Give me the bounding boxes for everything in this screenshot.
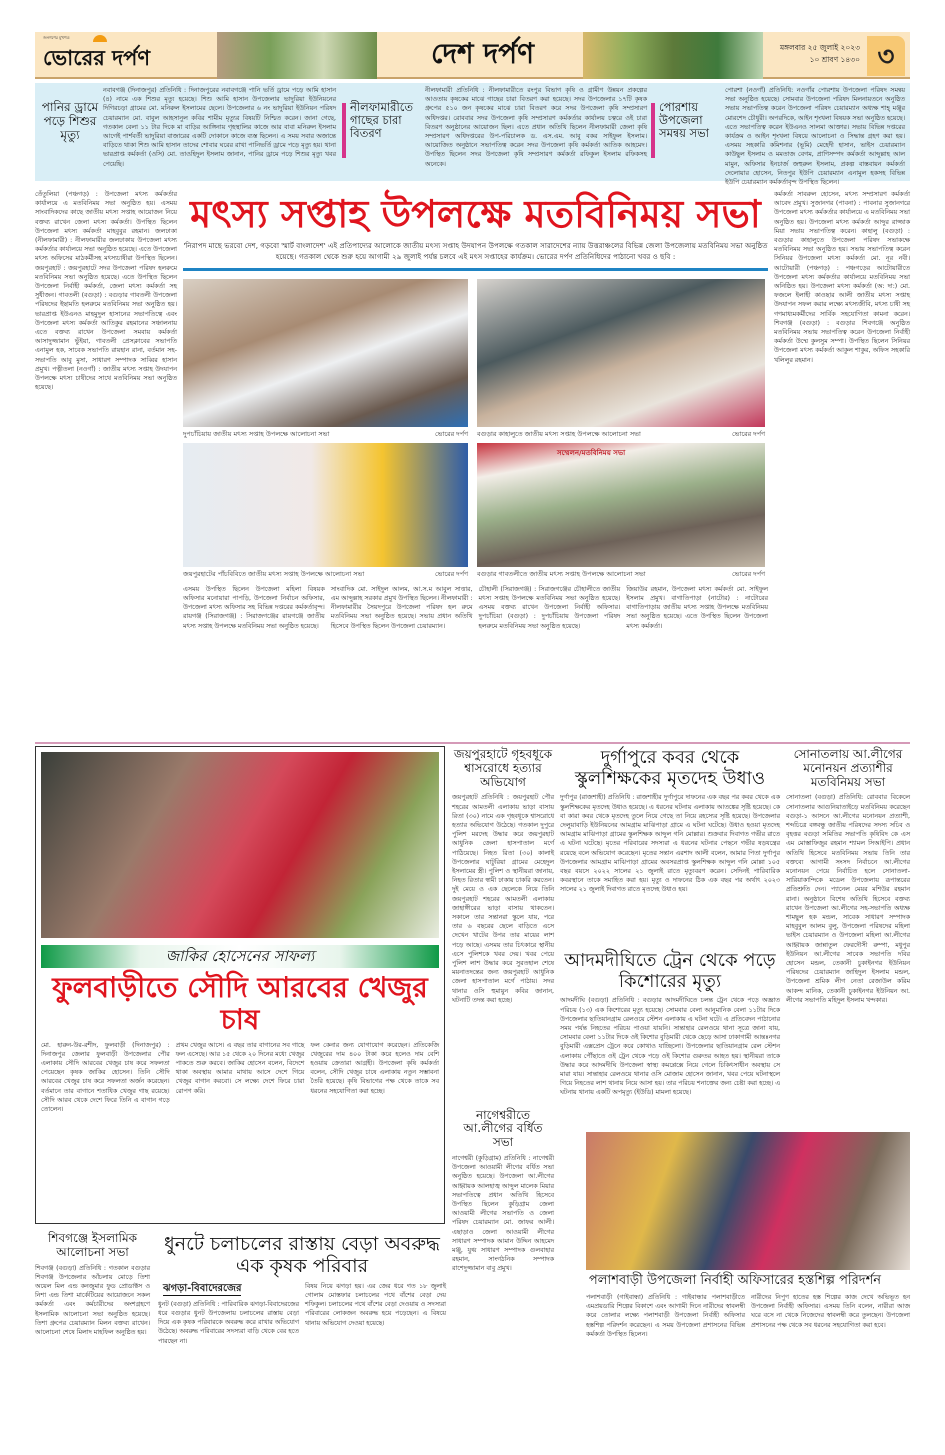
divider xyxy=(342,103,346,158)
joypurhat-body: জয়পুরহাট প্রতিনিধি : জয়পুরহাট পৌর শহরের আমতলী এলাকায় ভাড়া বাসায় রিতা (৩০) নামে এক গৃহবধূকে শ্বাসরোধে হত্যার অভিযোগ উঠেছে। গতকাল দুপুরে পুলিশ মরদেহ উদ্ধার করে জয়পুরহাট আধুনিক জেলা হাসপাতাল মর্গে পাঠিয়েছে। নিহত রিতা (৩০) কালাই উপজেলার ঘাটুরিয়া গ্রামের মেহেদুল ইসলামের স্ত্রী। পুলিশ ও স্থানীয়রা জানায়, নিহত রিতার স্বামী ঢাকায় চাকরি করতেন। দুই মেয়ে ও এক ছেলেকে নিয়ে তিনি জয়পুরহাট শহরের আমতলী এলাকায় জাহাঙ্গীরের ভাড়া বাসায় থাকতেন। সকালে তার সন্তানরা স্কুলে যায়, পরে তার ৬ বছরের ছেলে বাড়িতে এসে দেখেন খাটের উপর তার মায়ের লাশ পড়ে আছে। এসময় তার চিৎকারে স্থানীয় এসে পুলিশকে খবর দেয়। খবর পেয়ে পুলিশ লাশ উদ্ধার করে সুরতহাল শেষে ময়নাতদন্তের জন্য জয়পুরহাট আধুনিক জেলা হাসপাতাল মর্গে পাঠায়। সদর থানার ওসি হুমায়ুন কবির জানান, ঘটনাটি তদন্ত করা হচ্ছে। xyxy=(452,794,554,1004)
dhunat-column: বিষয় নিয়ে ঝগড়া হয়। এর জের ধরে গত ১৮ জুলাই গোলাম মোস্তফার চলাচলের পথে বাঁশের বেড়া দেয় শফিকুল। চলাচলের পথে বাঁশের বেড়া দেওয়ায় ও সদস্যরা পরিবারের লোকজন অবরুদ্ধ হয়ে পড়েছেন। এ বিষয়ে থানায় অভিযোগ দেওয়া হয়েছে। xyxy=(305,1282,446,1327)
dates-story-box xyxy=(35,746,445,1224)
palashbari-headline[interactable]: পলাশবাড়ী উপজেলা নির্বাহী অফিসারের হস্তশিল্প পরিদর্শন xyxy=(588,1273,882,1288)
blue-rule xyxy=(183,268,768,271)
dates-column: প্রথম খেজুর আসে। এ বছর তার বাগানের সব গাছে ফল এসেছে। আর ১৫ থেকে ২০ দিনের মধ্যে খেজুর পাকতে শুরু করবে। জাকির হোসেন বলেন, বিদেশে থাকা অবস্থায় আমার মাথায় আসে দেশে গিয়ে খেজুর বাগান করবো। সে লক্ষ্যে দেশে ফিরে চারা রোপণ করি। xyxy=(175,1041,305,1095)
photo-gabtali xyxy=(477,443,765,567)
sonatala-headline[interactable]: সোনাতলায় আ.লীগের মনোনয়ন প্রত্যাশীর মতবিনিময় সভা xyxy=(793,747,903,789)
photo-caption: জয়পুরহাটের পাঁচবিবিতে জাতীয় মৎস্য সপ্তাহ উপলক্ষে আলোচনা সভা ভোরের দর্পণ xyxy=(183,569,468,578)
shibganj-headline[interactable]: শিবগঞ্জে ইসলামিক আলোচনা সভা xyxy=(47,1231,138,1259)
photo-caption: বগুড়ার কাহালুতে জাতীয় মৎস্য সপ্তাহ উপলক্ষে আলোচনা সভা ভোরের দর্পণ xyxy=(477,429,765,438)
story-body: পোরশা (নওগাঁ) প্রতিনিধি: নওগাঁর পোরশায় উপজেলা পরিষদ সমন্বয় সভা অনুষ্ঠিত হয়েছে। সোমবার উপজেলা পরিষদ মিলনায়তনে অনুষ্ঠিত সভায় সভাপতিত্ব করেন উপজেলা পরিষদ চেয়ারম্যান অধ্যক্ষ শাহ্ মঞ্জুর মোরশেদ চৌধুরী। অপরদিকে, আইন শৃংখলা বিষয়ক সভা অনুষ্ঠিত হয়েছে। এতে সভাপতিত্ব করেন ইউএনও সালমা আক্তার। সভায় বিভিন্ন দপ্তরের কার্যক্রম ও আইন শৃংখলা বিষয়ে আলোচনা ও সিদ্ধান্ত গ্রহণ করা হয়। এসময় সহকারি কমিশনার (ভূমি) মেহেদী হাসান, ভাইস চেয়ারম্যান কাউছুল ইসলাম ও মমতাজ বেগম, প্রাণিসম্পদ কর্মকর্তা আব্দুল্লাহ আল মামুন, অফিসার ইনচার্জ জহুরুল ইসলাম, প্রকল্প বাস্তবায়ন কর্মকর্তা দেলোয়ার হোসেন, নিতপুর ইউপি চেয়ারম্যান এনামুল হকসহ বিভিন্ন ইউপি চেয়ারম্যান কর্মকর্তাবৃন্দ উপস্থিত ছিলেন। xyxy=(725,87,905,187)
lead-intro: 'নিরাপদ মাছে ভরবো দেশ, গড়বো স্মার্ট বাংলাদেশ' এই প্রতিপাদ্যের আলোকে জাতীয় মৎস্য সপ্তাহ উদযাপন উপলক্ষে গতকাল সারাদেশের ন্যায় উত্তরাঞ্চলের বিভিন্ন জেলা উপজেলায় মতবিনিময় সভা অনুষ্ঠিত হয়েছে। গতকাল থেকে শুরু হয়ে আগামী ২৯ জুলাই পর্যন্ত চলবে এই মৎস সপ্তাহের কার্যক্রম। ভোরের দর্পণ প্রতিনিধিদের পাঠানো খবর ও ছবি : xyxy=(183,240,768,261)
story-headline[interactable]: পানির ড্রামে পড়ে শিশুর মৃত্যু xyxy=(41,100,99,142)
logo-tagline: জনগণের মুখপত্র xyxy=(43,35,70,40)
lead-photo-row xyxy=(183,279,768,439)
dates-columns xyxy=(41,1041,439,1218)
lead-headline[interactable]: মৎস্য সপ্তাহ উপলক্ষে মতবিনিময় সভা xyxy=(190,191,761,236)
photo-block xyxy=(183,443,468,579)
kicker-banner xyxy=(41,945,439,968)
header-photo-right xyxy=(583,32,763,79)
kicker-text: জাকির হোসেনের সাফল্য xyxy=(165,947,315,965)
dhunat-kicker: ঝগড়া-বিবাদেরজের xyxy=(163,1282,242,1294)
dates-column: ফল কেনার জন্য যোগাযোগ করেছেন। প্রতিকেজি খেজুরের দাম ৪০০ টাকা করে হলেও দাম বেশি হওয়ায় ক্রেতারা আগ্রহী। উপজেলা কৃষি কর্মকর্তা বলেন, সৌদি খেজুর চাষে এলাকায় নতুন সম্ভাবনা তৈরি হয়েছে। কৃষি বিভাগের পক্ষ থেকে তাকে সব ধরনের সহযোগিতা করা হচ্ছে। xyxy=(310,1041,440,1095)
dates-headline[interactable]: ফুলবাড়ীতে সৌদি আরবের খেজুর চাষ xyxy=(52,971,428,1037)
lead-column: চৌহালী (সিরাজগঞ্জ) : সিরাজগঞ্জের চৌহালীতে জাতীয় মৎস্য সপ্তাহ উপলক্ষে মতবিনিময় সভা অনুষ্ঠিত হয়েছে। এসময় বক্তব্য রাখেন উপজেলা নির্বাহী অফিসার। দুপচাঁচিয়া (বগুড়া) : দুপচাঁচিয়ায় উপজেলা পরিষদ হলরুমে মতবিনিময় সভা অনুষ্ঠিত হয়েছে। xyxy=(478,585,621,630)
divider xyxy=(651,103,655,158)
section-title: দেশ দর্পণ xyxy=(430,37,535,70)
story-body: নবাবগঞ্জ (দিনাজপুর) প্রতিনিধি : দিনাজপুরের নবাবগঞ্জে পানি ভর্তি ড্রামে পড়ে আমি হাসান (৪) নামে এক শিশুর মৃত্যু হয়েছে। শিশু আমি হাসান উপজেলার ভাদুরিয়া ইউনিয়নের দিগিরচড়া গ্রামের মো. মনিরুল ইসলামের ছেলে। উপজেলার ৬ নং ভাদুরিয়া ইউনিয়ন পরিষদ চেয়ারম্যান মো. বাবুল আহসানুল কবির শামীম মৃত্যুর বিষয়টি নিশ্চিত করেন। জানা গেছে, গতকাল বেলা ১১ টার দিকে মা বাড়ির আঙ্গিনায় গৃহস্থালির কাজে আর বাবা মনিরুল ইসলাম আগেই পার্শবর্তী ভাদুরিয়া বাজারের একটি দোকানে কাজে ব্যস্ত ছিলেন। এ সময় সবার অজান্তে বাড়িতে থাকা শিশু আমি হাসান তাদের শোবার ঘরের রাখা পানিভর্তি ড্রামে পড়ে মৃত্যু হয়। থানা ভারপ্রাপ্ত কর্মকর্তা (ওসি) মো. তাওহিদুল ইসলাম জানান, পানির ড্রামে পড়ে শিশুর মৃত্যু খবর পেয়েছি। xyxy=(103,87,336,168)
lead-column: জিয়াউর রহমান, উপজেলা মৎস্য কর্মকর্তা মো. সাইফুল ইসলাম প্রমুখ। বাগাতিপাড়া (নাটোর) : নাটোরের বাগাতিপাড়ায় জাতীয় মৎস্য সপ্তাহ উপলক্ষে মতবিনিময় সভা অনুষ্ঠিত হয়েছে। এতে উপস্থিত ছিলেন উপজেলা মৎস্য কর্মকর্তা। xyxy=(626,585,768,630)
page-number: ৩ xyxy=(867,36,905,76)
lead-bottom-columns xyxy=(183,585,768,738)
lead-column: এসময় উপস্থিত ছিলেন উপজেলা মহিলা বিষয়ক অফিসার মনোয়ারা পাপড়ি, উপজেলা নির্বাচন অফিসার, উপজেলা মৎস্য অফিসার সহ বিভিন্ন দপ্তরের কর্মকর্তাবৃন্দ। রায়গঞ্জ (সিরাজগঞ্জ) : সিরাজগঞ্জের রায়গঞ্জে জাতীয় মৎস্য সপ্তাহ উপলক্ষে মতবিনিময় সভা অনুষ্ঠিত হয়েছে। xyxy=(183,585,325,630)
photo-block xyxy=(477,279,765,439)
lead-story xyxy=(183,192,768,738)
photo-handicraft xyxy=(586,1132,910,1270)
sonatala-story xyxy=(786,748,910,1128)
sonatala-body: সোনাতলা (বগুড়া) প্রতিনিধি: রোববার বিকেলে সোনাতলার আগুনিয়াতাইড়ে মতবিনিময় করেছেন বগুড়া-১ আসনে আ.লীগের মনোনয়ন প্রত্যাশী, শব্দচিত্রে বঙ্গবন্ধু জাতীয় পরিষদের সদস্য সচিব ও বৃহত্তর বগুড়া সমিতির সভাপতি কৃষিবিদ কে এস এম মোস্তাফিজুর রহমান শ্যামল সিআইপি। প্রধান অতিথি হিসেবে মতবিনিময় সভায় তিনি তার বক্তব্যে আগামী সংসদ নির্বাচনে আ.লীগের মনোনয়ন পেয়ে নির্বাচিত হলে সোনাতলা-সারিয়াকান্দিকে মডেল উপজেলায় রূপান্তরের প্রতিশ্রুতি দেন। প্যানেল মেয়র মশিউর রহমান রানা। অনুষ্ঠানে বিশেষ অতিথি হিসেবে বক্তব্য রাখেন উপজেলা আ.লীগের সহ-সভাপতি অধ্যক্ষ শামছুল হক মন্ডল, সাবেক সাধারণ সম্পাদক মাহবুবুল আলম বুলু, উপজেলা পরিষদের মহিলা ভাইস চেয়ারম্যান ও উপজেলা মহিলা আ.লীগের আহ্বায়ক জান্নাতুল ফেরদৌসী রুম্পা, মধুপুর ইউনিয়ন আ.লীগের সাবেক সভাপতি দবির হোসেন মন্ডল, তেকানী চুকাইনগর ইউনিয়ন পরিষদের চেয়ারম্যান জাহিদুল ইসলাম মন্ডল, উপজেলা শ্রমিক লীগ নেতা রেজাউল করিম আকন্দ মানিক, তেকানী চুকাইনগর ইউনিয়ন আ. লীগের সভাপতি মহিদুল ইসলাম খন্দকার। xyxy=(786,794,910,1004)
masthead xyxy=(35,32,910,79)
lead-column: সাংবাদিক মো. সাইদুল আলম, আ.স.ম আবুল সাত্তার, এম আব্দুল্লাহ সরকার প্রমুখ উপস্থিত ছিলেন। নীলফামারী : নীলফামারীর সৈয়দপুরে উপজেলা পরিষদ হল রুমে মতবিনিময় সভা অনুষ্ঠিত হয়েছে। সভায় প্রধান অতিথি হিসেবে উপস্থিত ছিলেন উপজেলা চেয়ারম্যান। xyxy=(330,585,473,630)
photo-block xyxy=(183,279,468,439)
durgapur-body: দুর্গাপুর (রাজশাহী) প্রতিনিধি : রাজশাহীর দুর্গাপুরে দাফনের এক বছর পর কবর থেকে এক স্কুলশিক্ষকের মৃতদেহ উধাও হয়েছে। এ ধরনের ঘটনায় এলাকায় আতঙ্কের সৃষ্টি হয়েছে। কে বা কারা কবর থেকে মৃতদেহ তুলে নিয়ে গেছে তা নিয়ে রহস্যের সৃষ্টি হয়েছে। উপজেলার দেলুয়াবাড়ি ইউনিয়নের আমগ্রাম মাঝিপাড়া গ্রামে এ ঘটনা ঘটেছে। উধাও হওয়া মৃতদেহ আমগ্রাম মাঝিপাড়া গ্রামের স্কুলশিক্ষক আব্দুল গনি মোল্লার। শুক্রবার দিবাগত গভীর রাতে এ ঘটনা ঘটেছে। মৃতের পরিবারের সদস্যরা এ ধরনের ঘটনার পেছনে গভীর ষড়যন্ত্রের রয়েছে বলে অভিযোগ করেছেন। মৃতের সন্তান এরশাদ আলী বলেন, আমার পিতা দুর্গাপুর উপজেলার আমগ্রাম মাঝিপাড়া গ্রামের অবসরপ্রাপ্ত স্কুলশিক্ষক আব্দুল গনি মোল্লা ১০৫ বছর বয়সে ২০২২ সালের ২১ জুলাই রাতে মৃত্যুবরণ করেন। সেদিনই পারিবারিক কবরস্থানে তাকে সমাহিত করা হয়। মৃত্যু ও দাফনের ঠিক এক বছর পর অর্থাৎ ২০২৩ সালের ২১ জুলাই দিবাগত রাতে মৃতদেহ উধাও হয়। xyxy=(560,794,780,894)
palashbari-column: পলাশবাড়ী (গাইবান্ধা) প্রতিনিধি : গাইবান্ধার পলাশবাড়ীতে এমপ্রয়ডারি শিল্পের বিকাশে এবং আগামী দিনে নারীদের স্বাবলম্বী করে তোলার লক্ষ্যে পলাশবাড়ী উপজেলা নির্বাহী অফিসার হস্তশিল্প পরিদর্শন করেছেন। এ সময় উপজেলা প্রশাসনের বিভিন্ন কর্মকর্তা উপস্থিত ছিলেন। xyxy=(586,1293,745,1338)
photo-kahalu xyxy=(477,279,765,427)
dhunat-column: ধুনট (বগুড়া) প্রতিনিধি : পারিবারিক ঝগড়া-বিবাদেরজের ধরে বগুড়ার ধুনট উপজেলায় চলাচলের রাস্তায় বেড়া দিয়ে এক কৃষক পরিবারকে অবরুদ্ধ করে রাখার অভিযোগ উঠেছে। অবরুদ্ধ পরিবারের সদস্যরা বাড়ি থেকে বের হতে পারছেন না। xyxy=(158,1300,299,1345)
story-headline[interactable]: নীলফামারীতে গাছের চারা বিতরণ xyxy=(350,100,414,141)
photo-panchbibi xyxy=(183,443,468,567)
photo-caption: দুপচাঁচিয়ায় জাতীয় মৎস্য সপ্তাহ উপলক্ষে আলোচনা সভা ভোরের দর্পণ xyxy=(183,429,468,438)
date-bengali: ১০ শ্রাবণ ১৪৩০ xyxy=(809,55,860,64)
lead-photo-row xyxy=(183,443,768,579)
photo-dupchanchia xyxy=(183,279,468,427)
durgapur-headline[interactable]: দুর্গাপুরে কবর থেকে স্কুলশিক্ষকের মৃতদেহ উধাও xyxy=(574,747,766,789)
header-photo-left xyxy=(217,32,377,79)
lead-left-column: তেঁতুলিয়া (পঞ্চগড়) : উপজেলা মৎস্য কর্মকর্তার কার্যালয়ে এ মতবিনিময় সভা অনুষ্ঠিত হয়। এসময় সাংবাদিকদের কাছে জাতীয় মৎস্য সপ্তাহ আয়োজন নিয়ে বক্তব্য রাখেন জেলা মৎস্য কর্মকর্তা। উপস্থিত ছিলেন উপজেলা মৎস্য কর্মকর্তা মাহবুবুর রহমান। জলঢাকা (নীলফামারী) : নীলফামারীর জলঢাকায় উপজেলা মৎস্য কর্মকর্তার কার্যালয়ে সভা অনুষ্ঠিত হয়েছে। এতে উপজেলা মৎস্য অফিসের মাঠকর্মীসহ মৎস্যচাষীরা উপস্থিত ছিলেন। জয়পুরহাট : জয়পুরহাটে সদর উপজেলা পরিষদ হলরুমে মতবিনিময় সভা অনুষ্ঠিত হয়েছে। এতে উপস্থিত ছিলেন উপজেলা নির্বাহী কর্মকর্তা, জেলা মৎস্য কর্মকর্তা সহ সুধীজন। গাবতলী (বগুড়া) : বগুড়ার গাবতলী উপজেলা পরিষদের ইছামতি হলরুমে মতবিনিময় সভা অনুষ্ঠিত হয়। ভারপ্রাপ্ত ইউএনও মাহমুদুল হাসানের সভাপতিত্বে এবং উপজেলা মৎস্য কর্মকর্তা আতিকুর রহমানের সঞ্চালনায় এতে বক্তব্য রাখেন উপজেলা সমবায় কর্মকর্তা আসাদুজ্জামান ভুঁইয়া, গাবতলী প্রেসক্লাবের সভাপতি এনামুল হক, সাবেক সভাপতি রায়হান রানা, বর্তমান সহ-সভাপতি আবু মুসা, সাধারণ সম্পাদক সাব্বির হাসান প্রমুখ। পত্নীতলা (নওগাঁ) : জাতীয় মৎস্য সপ্তাহ উদযাপন উপলক্ষে মৎস্য চাষীদের সাথে মতবিনিময় সভা অনুষ্ঠিত হয়েছে। xyxy=(35,191,177,392)
adamdighi-body: আদমদীঘি (বগুড়া) প্রতিনিধি : বগুড়ার আদমদীঘিতে চলন্ত ট্রেন থেকে পড়ে অজ্ঞাত পরিচয় (১৩) এক কিশোরের মৃত্যু হয়েছে। সোমবার বেলা আনুমানিক বেলা ১১টার দিকে উপজেলার ছাতিয়ানগ্রাম রেলওয়ে স্টেশন এলাকায় এ ঘটনা ঘটে। এ প্রতিবেদন পাঠানোর সময় পর্যন্ত নিহতের পরিচয় পাওয়া যায়নি। সান্তাহার রেলওয়ে থানা সূত্রে জানা যায়, সোমবার বেলা ১১টার দিকে ওই কিশোর বুড়িমারী থেকে ছেড়ে আসা ঢাকাগামী আন্তঃনগর বুড়িমারী এক্সপ্রেস ট্রেনে করে কোথাও যাচ্ছিলো। উপজেলার ছাতিয়ানগ্রাম রেল স্টেশন এলাকায় পৌঁছাতে ওই ট্রেন থেকে পড়ে ওই কিশোর গুরুতর আহত হয়। স্থানীয়রা তাকে উদ্ধার করে আদমদীঘি উপজেলা স্বাস্থ্য কমপ্লেক্সে নিয়ে গেলে চিকিৎসাধীন অবস্থায় সে মারা যায়। সান্তাহার রেলওয়ে থানার ওসি মোজাম হোসেন জানান, খবর পেয়ে ঘটনাস্থলে গিয়ে নিহতের লাশ থানায় নিয়ে আসা হয়। তার পরিচয় শনাক্তের জন্য চেষ্টা করা হচ্ছে। এ ঘটনায় থানায় একটি অপমৃত্যু (ইউডি) মামলা হয়েছে। xyxy=(560,997,780,1097)
nageshwari-headline[interactable]: নাগেশ্বরীতে আ.লীগের বর্ধিত সভা xyxy=(463,1107,543,1150)
lead-right-column: কর্মকর্তা সাবরুল হোসেন, মৎস্য সম্প্রসারণ কর্মকর্তা আবেদ প্রমুখ। সুজানগর (পাবনা) : পাবনার সুজানগরে উপজেলা মৎস্য কর্মকর্তার কার্যালয়ে এ মতবিনিময় সভা অনুষ্ঠিত হয়। উপজেলা মৎস্য কর্মকর্তা আব্দুর রাজ্জাক মিয়া সভায় সভাপতিত্ব করেন। কাহালু (বগুড়া) : বগুড়ার কাহালুতে উপজেলা পরিষদ সভাকক্ষে মতবিনিময় সভা অনুষ্ঠিত হয়। সভায় সভাপতিত্ব করেন সিনিয়র উপজেলা মৎস্য কর্মকর্তা মো. নূর নবী। আটোয়ারী (পঞ্চগড়) : পঞ্চগড়ের আটোয়ারীতে উপজেলা মৎস্য কর্মকর্তার কার্যালয়ে মতবিনিময় সভা অনিষ্ঠিত হয়। উপজেলা মৎস্য কর্মকর্তা (অ: দা:) মো. ফজলে ইলাহী কাওছার আলী জাতীয় মৎস্য সপ্তাহ উদযাপন সফল করার লক্ষ্যে মৎস্যজীবি, মৎস্য চাষী সহ গণমাধ্যমকর্মীদের সার্বিক সহযোগিতা কামনা করেন। শিবগঞ্জ (বগুড়া) : বগুড়ার শিবগঞ্জে অনুষ্ঠিত মতবিনিময় সভায় সভাপতিত্ব করেন উপজেলা নির্বাহী কর্মকর্তা উম্মে কুলসুম সম্পা। উপস্থিত ছিলেন সিনিয়র উপজেলা মৎস্য কর্মকর্তা আকুল শাকুর, অফিস সহকারি খলিলুর রহমান। xyxy=(774,191,910,364)
dhunat-story xyxy=(158,1234,446,1455)
dhunat-columns xyxy=(158,1282,446,1455)
durgapur-adamdighi-column xyxy=(560,748,780,1128)
logo-text: ভোরের দর্পণ xyxy=(43,45,151,70)
palashbari-column: নারীদের নিপুণ হাতের হস্ত শিল্পের কাজ দেখে অভিভূত হন উপজেলা নির্বাহী অফিসার। এসময় তিনি বলেন, নারীরা আজ ঘরে বসে না থেকে নিজেদের স্বাবলম্বী করে তুলছেন। উপজেলা প্রশাসনের পক্ষ থেকে সব ধরনের সহযোগিতা করা হবে। xyxy=(751,1293,910,1329)
section-rule xyxy=(35,742,910,744)
palashbari-story xyxy=(560,1274,910,1455)
sun-icon xyxy=(93,35,107,42)
dhunat-headline[interactable]: ধুনটে চলাচলের রাস্তায় বেড়া অবরুদ্ধ এক কৃষক পরিবার xyxy=(164,1233,440,1277)
adamdighi-headline[interactable]: আদমদীঘিতে ট্রেন থেকে পড়ে কিশোরের মৃত্যু xyxy=(564,950,776,992)
story-headline[interactable]: পোরশায় উপজেলা সমন্বয় সভা xyxy=(659,100,710,141)
issue-date xyxy=(780,42,860,66)
shibganj-story xyxy=(35,1232,150,1455)
photo-date-palm xyxy=(41,752,439,938)
palashbari-columns xyxy=(560,1293,910,1455)
newspaper-logo[interactable] xyxy=(43,35,150,77)
dates-column: মো. হারুন-উর-রশীদ, ফুলবাড়ী (দিনাজপুর) : দিনাজপুর জেলার ফুলবাড়ী উপজেলার পৌর এলাকায় সৌদি আরবের খেজুর চাষ করে সফলতা পেয়েছেন কৃষক জাকির হোসেন। তিনি সৌদি আরবের খেজুর চাষ করে সফলতা অর্জন করেছেন। বর্তমানে তার বাগানে শতাধিক খেজুর গাছ রয়েছে। সৌদি আরব থেকে দেশে ফিরে তিনি এ বাগান গড়ে তোলেন। xyxy=(41,1041,170,1114)
dhunat-left-column xyxy=(158,1282,299,1455)
photo-block xyxy=(477,443,765,579)
story-body: নীলফামারী প্রতিনিধি : নীলফামারীতে রংপুর বিভাগ কৃষি ও গ্রামীণ উন্নয়ন প্রকল্পের আওতায় কৃষকের মাঝে গাছের চারা বিতরণ করা হয়েছে। সদর উপজেলার ১৭টি কৃষক গ্রুপের ৫১০ জন কৃষকের মাঝে চারা বিতরণ করে সদর উপজেলা কৃষি সম্প্রসারণ অধিদপ্তর। রোববার সদর উপজেলা কৃষি সম্প্রসারণ কর্মকর্তার কার্যালয় চত্বরে ওই চারা বিতরণ অনুষ্ঠানের আয়োজন ছিল। এতে প্রধান অতিথি ছিলেন নীলফামারী জেলা কৃষি সম্প্রসারণ অধিদপ্তরের উপ-পরিচালক ড. এস.এম. আবু বকর সাইফুল ইসলাম। আয়োজিত অনুষ্ঠানে সভাপতিত্ব করেন সদর উপজেলা কৃষি কর্মকর্তা আতিক আহমেদ। উপস্থিত ছিলেন সদর উপজেলা কৃষি সম্প্রসারণ কর্মকর্তা রফিকুল ইসলাম রফিকসহ অনেকে। xyxy=(425,87,647,168)
photo-caption: বগুড়ার গাবতলীতে জাতীয় মৎস্য সপ্তাহ উপলক্ষে আলোচনা সভা ভোরের দর্পণ xyxy=(477,569,765,578)
nageshwari-body: নাগেশ্বরী (কুড়িগ্রাম) প্রতিনিধি : নাগেশ্বরী উপজেলা আওয়ামী লীগের বর্ধিত সভা অনুষ্ঠিত হয়েছে। উপজেলা আ.লীগের আহ্বায়ক আলহাজ্ব আব্দুল মালেক মিয়ার সভাপতিত্বে প্রধান অতিথি হিসেবে উপস্থিত ছিলেন কুড়িগ্রাম জেলা আওয়ামী লীগের সভাপতি ও জেলা পরিষদ চেয়ারম্যান মো. জাফর আলী। এছাড়াও জেলা আওয়ামী লীগের সাধারণ সম্পাদক আমান উদ্দিন আহমেদ মঞ্জু, যুগ্ম সাধারণ সম্পাদক গুলবাহার রহমান, সাংগঠনিক সম্পাদক রাশেদুজ্জামান বাবু প্রমুখ। xyxy=(452,1154,554,1273)
middle-column xyxy=(452,748,554,1455)
top-news-strip xyxy=(35,83,910,187)
photo-banner-text: সম্মেলন/মতবিনিময় সভা xyxy=(557,448,626,457)
date-gregorian: মঙ্গলবার ২৫ জুলাই ২০২৩ xyxy=(780,43,860,52)
joypurhat-headline[interactable]: জয়পুরহাটে গৃহবধূকে শ্বাসরোধে হত্যার অভিযোগ xyxy=(453,747,553,789)
shibganj-body: শিবগঞ্জ (বগুড়া) প্রতিনিধি : গতকাল বগুড়ার শিবগঞ্জ উপজেলার আঁচলায় মোড়ে তিশা অয়েল মিল এন্ড কনজুমার ফুড প্রোডাক্টস ও নিশা এন্ড তিশা মার্কেটিয়ের আয়োজনে সকল কর্মকর্তা এবং কর্মচারীদের অংশগ্রহণে ইসলামিক আলোচনা সভা অনুষ্ঠিত হয়েছে। তিশা গ্রুপের চেয়ারম্যান মিলন বক্তব্য রাখেন। আলোচনা শেষে মিলাদ মাহফিল অনুষ্ঠিত হয়। xyxy=(35,1264,150,1337)
